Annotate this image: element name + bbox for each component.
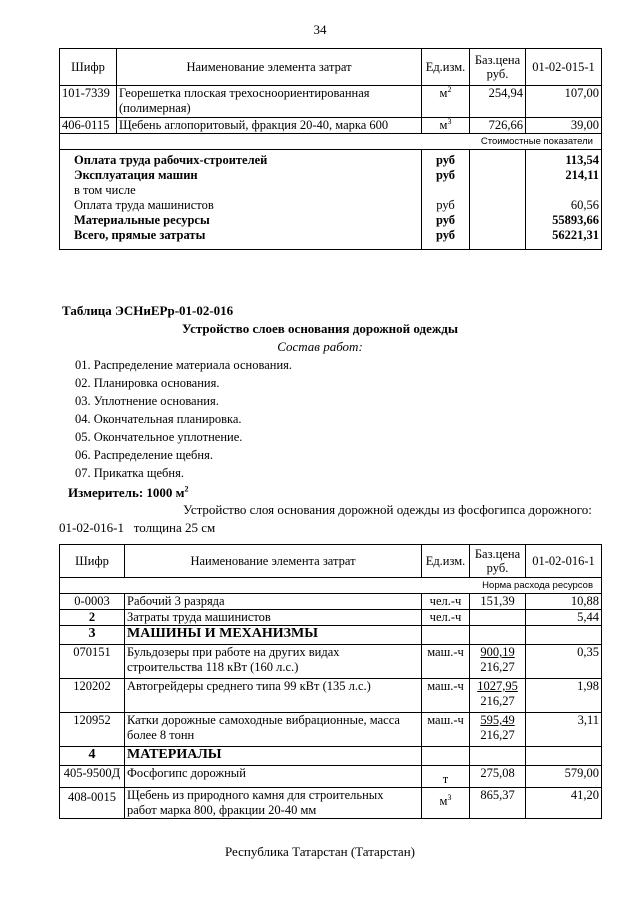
row-unit: маш.-ч bbox=[422, 679, 470, 713]
row-name: Бульдозеры при работе на других видах строительства 118 кВт (160 л.с.) bbox=[125, 645, 422, 679]
summary-label: Оплата труда машинистов bbox=[60, 198, 422, 213]
row-price: 865,37 bbox=[470, 788, 526, 819]
description: Устройство слоя основания дорожной одежды из фосфогипса дорожного: bbox=[183, 502, 592, 517]
row-unit: маш.-ч bbox=[422, 713, 470, 747]
summary-unit bbox=[422, 183, 470, 198]
work-item: 02. Планировка основания. bbox=[75, 376, 220, 390]
table-title: Устройство слоев основания дорожной одежды bbox=[181, 321, 459, 336]
page-number: 34 bbox=[313, 22, 327, 37]
row-code: 408-0015 bbox=[60, 788, 125, 819]
table-row bbox=[60, 645, 602, 679]
row-price bbox=[470, 610, 526, 626]
summary-row bbox=[60, 183, 602, 198]
summary-row bbox=[60, 228, 602, 250]
row-value: 579,00 bbox=[526, 766, 602, 788]
cost-table-01-02-015 bbox=[59, 48, 602, 250]
summary-value: 214,11 bbox=[526, 168, 602, 183]
row-unit: чел.-ч bbox=[422, 610, 470, 626]
header-unit: Ед.изм. bbox=[422, 545, 470, 578]
norm-label: Норма расхода ресурсов bbox=[470, 578, 602, 594]
section-title: МАШИНЫ И МЕХАНИЗМЫ bbox=[125, 626, 422, 645]
work-item: 04. Окончательная планировка. bbox=[75, 412, 242, 426]
row-code: 120202 bbox=[60, 679, 125, 713]
work-item: 01. Распределение материала основания. bbox=[75, 358, 293, 372]
row-value: 41,20 bbox=[526, 788, 602, 819]
row-value: 0,35 bbox=[526, 645, 602, 679]
header-price: Баз.цена руб. bbox=[470, 49, 526, 86]
work-item: 06. Распределение щебня. bbox=[75, 448, 213, 462]
summary-value: 56221,31 bbox=[526, 228, 602, 250]
row-code: 120952 bbox=[60, 713, 125, 747]
row-price: 595,49 216,27 bbox=[470, 713, 526, 747]
row-value: 107,00 bbox=[526, 86, 602, 118]
table-row bbox=[60, 86, 602, 118]
row-code: 406-0115 bbox=[60, 118, 117, 134]
row-code: 2 bbox=[60, 610, 125, 626]
header-column-code: 01-02-015-1 bbox=[526, 49, 602, 86]
section-title: МАТЕРИАЛЫ bbox=[125, 747, 422, 766]
row-unit: $м^3$ bbox=[422, 788, 470, 819]
work-item: 03. Уплотнение основания. bbox=[75, 394, 219, 408]
summary-label: Всего, прямые затраты bbox=[60, 228, 422, 250]
summary-value: 55893,66 bbox=[526, 213, 602, 228]
header-code: Шифр bbox=[60, 49, 117, 86]
section-row bbox=[60, 626, 602, 645]
row-name: Щебень аглопоритовый, фракция 20-40, марка 600 bbox=[117, 118, 422, 134]
header-price: Баз.цена руб. bbox=[470, 545, 526, 578]
row-value: 5,44 bbox=[526, 610, 602, 626]
row-name: Автогрейдеры среднего типа 99 кВт (135 л.с.) bbox=[125, 679, 422, 713]
row-value: 3,11 bbox=[526, 713, 602, 747]
summary-row bbox=[60, 168, 602, 183]
table-row bbox=[60, 610, 602, 626]
measure: Измеритель: 1000 $м^2$ bbox=[68, 484, 189, 500]
row-unit: $м^3$ bbox=[422, 118, 470, 134]
summary-row bbox=[60, 213, 602, 228]
summary-row bbox=[60, 198, 602, 213]
work-item: 05. Окончательное уплотнение. bbox=[75, 430, 243, 444]
summary-unit: руб bbox=[422, 198, 470, 213]
table-row bbox=[60, 594, 602, 610]
header-unit: Ед.изм. bbox=[422, 49, 470, 86]
summary-value: 60,56 bbox=[526, 198, 602, 213]
summary-label: Оплата труда рабочих-строителей bbox=[60, 150, 422, 169]
row-price: 151,39 bbox=[470, 594, 526, 610]
summary-unit: руб bbox=[422, 213, 470, 228]
row-unit: $м^2$ bbox=[422, 86, 470, 118]
row-price: 726,66 bbox=[470, 118, 526, 134]
table-label: Таблица ЭСНиЕРр-01-02-016 bbox=[62, 303, 234, 318]
row-name: Рабочий 3 разряда bbox=[125, 594, 422, 610]
row-name: Фосфогипс дорожный bbox=[125, 766, 422, 788]
summary-row bbox=[60, 150, 602, 169]
row-price: 900,19 216,27 bbox=[470, 645, 526, 679]
cost-indicators-row bbox=[60, 134, 602, 150]
row-code: 070151 bbox=[60, 645, 125, 679]
cost-indicators-label: Стоимостные показатели bbox=[60, 134, 602, 150]
variant: 01-02-016-1 толщина 25 см bbox=[59, 520, 216, 535]
summary-unit: руб bbox=[422, 168, 470, 183]
table-row bbox=[60, 118, 602, 134]
row-price: 275,08 bbox=[470, 766, 526, 788]
header-name: Наименование элемента затрат bbox=[125, 545, 422, 578]
summary-label: в том числе bbox=[60, 183, 422, 198]
norm-row bbox=[60, 578, 602, 594]
summary-value bbox=[526, 183, 602, 198]
row-unit: т bbox=[422, 766, 470, 788]
summary-unit: руб bbox=[422, 228, 470, 250]
row-name: Георешетка плоская трехосноориентированная (полимерная) bbox=[117, 86, 422, 118]
row-code: 405-9500Д bbox=[60, 766, 125, 788]
row-code: 101-7339 bbox=[60, 86, 117, 118]
section-number: 3 bbox=[60, 626, 125, 645]
row-price: 254,94 bbox=[470, 86, 526, 118]
row-code: 0-0003 bbox=[60, 594, 125, 610]
header-code: Шифр bbox=[60, 545, 125, 578]
table-header-row bbox=[60, 545, 602, 578]
row-value: 1,98 bbox=[526, 679, 602, 713]
page-footer: Республика Татарстан (Татарстан) bbox=[225, 844, 415, 859]
table-row bbox=[60, 679, 602, 713]
row-value: 10,88 bbox=[526, 594, 602, 610]
resource-table-01-02-016 bbox=[59, 544, 602, 819]
summary-unit: руб bbox=[422, 150, 470, 169]
summary-label: Эксплуатация машин bbox=[60, 168, 422, 183]
row-name: Затраты труда машинистов bbox=[125, 610, 422, 626]
header-column-code: 01-02-016-1 bbox=[526, 545, 602, 578]
works-title: Состав работ: bbox=[277, 339, 363, 354]
table-header-row bbox=[60, 49, 602, 86]
row-value: 39,00 bbox=[526, 118, 602, 134]
row-name: Катки дорожные самоходные вибрационные, масса более 8 тонн bbox=[125, 713, 422, 747]
table-row bbox=[60, 766, 602, 788]
table-row bbox=[60, 713, 602, 747]
row-unit: маш.-ч bbox=[422, 645, 470, 679]
row-unit: чел.-ч bbox=[422, 594, 470, 610]
work-item: 07. Прикатка щебня. bbox=[75, 466, 184, 480]
row-name: Щебень из природного камня для строительных работ марка 800, фракции 20-40 мм bbox=[125, 788, 422, 819]
works-list bbox=[75, 356, 292, 482]
summary-value: 113,54 bbox=[526, 150, 602, 169]
section-row bbox=[60, 747, 602, 766]
header-name: Наименование элемента затрат bbox=[117, 49, 422, 86]
section-number: 4 bbox=[60, 747, 125, 766]
summary-label: Материальные ресурсы bbox=[60, 213, 422, 228]
row-price: 1027,95 216,27 bbox=[470, 679, 526, 713]
table-row bbox=[60, 788, 602, 819]
